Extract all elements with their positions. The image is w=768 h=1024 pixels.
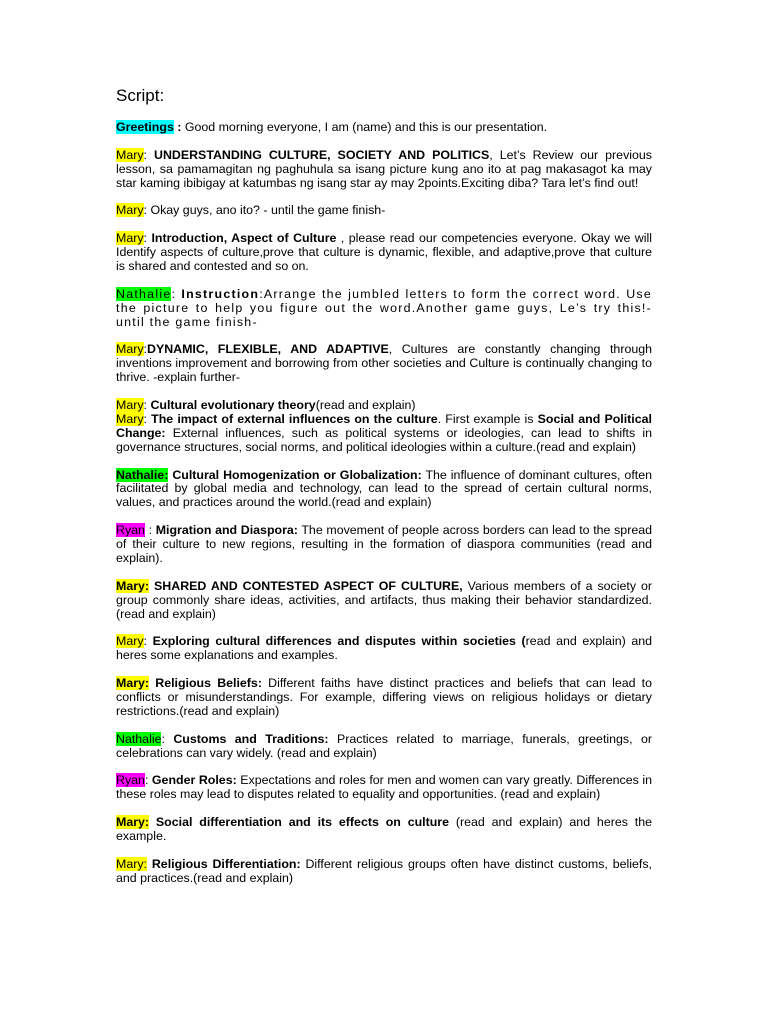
speaker-separator: : — [143, 231, 152, 246]
speaker-label: Nathalie — [116, 286, 172, 301]
speaker-label: Nathalie: — [116, 467, 169, 482]
body-text: , please read our competencies everyone. Okay we will Identify aspects of culture,prove that culture is dynamic, flexible, and adaptive,prove that culture is shared and contested and so on. — [116, 231, 652, 274]
speaker-label: Mary — [116, 147, 144, 162]
speaker-label: Mary — [116, 342, 144, 357]
speaker-separator — [149, 815, 156, 829]
body-text: (read and explain) and heres the example. — [116, 815, 652, 843]
bold-text: Gender Roles: — [151, 773, 237, 788]
speaker-separator: : — [171, 286, 182, 301]
body-text: (read and explain) — [315, 398, 416, 413]
script-paragraph — [116, 635, 652, 663]
speaker-separator: : — [143, 147, 154, 162]
speaker-separator: : — [144, 773, 152, 788]
speaker-separator: : — [144, 523, 156, 538]
script-paragraph — [116, 816, 652, 844]
script-paragraph — [116, 774, 652, 802]
speaker-label: Mary: — [116, 676, 150, 691]
script-paragraph — [116, 204, 652, 218]
bold-text: Cultural evolutionary theory — [150, 398, 316, 413]
speaker-label: Mary — [116, 231, 144, 246]
bold-text: Migration and Diaspora: — [155, 523, 298, 538]
script-paragraph — [116, 288, 652, 330]
speaker-separator: : — [143, 398, 151, 413]
script-paragraph — [116, 343, 652, 385]
body-text: Different faiths have distinct practices and beliefs that can lead to conflicts or misunderstandings. For example, differing views on religious holidays or dietary restrictions.(read and explain) — [116, 676, 652, 718]
body-text: Different religious groups often have distinct customs, beliefs, and practices.(read and explain) — [116, 856, 652, 885]
body-text: Expectations and roles for men and women can vary greatly. Differences in these roles may lead to disputes related to equality and opportunities. (read and explain) — [116, 773, 652, 802]
script-paragraph — [116, 121, 652, 135]
script-paragraph — [116, 677, 652, 719]
script-paragraph — [116, 413, 652, 455]
body-text: read and explain) and heres some explanations and examples. — [116, 634, 652, 663]
speaker-separator: : — [143, 411, 152, 426]
speaker-label: Nathalie — [116, 731, 162, 746]
body-text: The influence of dominant cultures, often facilitated by global media and technology, can lead to the spread of certain cultural norms, values, and practices around the world.(read and explain) — [116, 467, 652, 510]
page-title: Script: — [116, 86, 165, 105]
body-text: Practices related to marriage, funerals, greetings, or celebrations can vary widely. (read and explain) — [116, 731, 653, 760]
speaker-label: Mary: — [116, 578, 150, 593]
bold-text: The impact of external influences on the culture — [151, 411, 438, 426]
bold-text: Instruction — [181, 286, 260, 301]
bold-text: Exploring cultural differences and disputes within societies ( — [152, 634, 526, 649]
script-paragraph — [116, 580, 652, 622]
body-text: Various members of a society or group commonly share ideas, activities, and artifacts, thus making their behavior standardized. (read and explain) — [116, 578, 652, 621]
body-text: :Arrange the jumbled letters to form the correct word. Use the picture to help you figure out the word.Another game guys, Le’s try this!- until the game finish- — [116, 286, 652, 329]
speaker-separator: : — [143, 203, 151, 218]
script-paragraph — [116, 232, 652, 274]
speaker-separator: : — [143, 342, 147, 357]
body-text: Okay guys, ano ito? - until the game finish- — [150, 203, 386, 218]
bold-text: UNDERSTANDING CULTURE, SOCIETY AND POLITICS — [154, 147, 490, 162]
speaker-label: Ryan — [116, 523, 145, 538]
body-text: , Let’s Review our previous lesson, sa pamamagitan ng paghuhula sa isang picture kung ano ito at pag makasagot ka may star kaming ibibigay at katumbas ng isang star ay may 2points.Exciting diba? Tara let’s find out! — [116, 147, 653, 190]
speaker-label: Mary — [116, 203, 144, 218]
script-paragraph — [116, 524, 652, 566]
script-body — [116, 121, 652, 900]
speaker-label: Mary — [116, 398, 144, 413]
bold-text: Social and Political Change: — [116, 411, 652, 440]
bold-text: Religious Differentiation: — [151, 856, 301, 871]
speaker-separator: : — [161, 731, 174, 746]
speaker-label: Mary — [116, 634, 144, 649]
script-paragraph — [116, 733, 652, 761]
speaker-label: Mary — [116, 411, 144, 426]
body-text: The movement of people across borders can lead to the spread of their culture to new regions, resulting in the formation of diaspora communities (read and explain). — [116, 523, 652, 565]
speaker-separator: : — [173, 120, 185, 134]
bold-text: Cultural Homogenization or Globalization: — [172, 467, 422, 482]
body-text: . First example is — [437, 411, 538, 426]
script-paragraph — [116, 469, 652, 511]
speaker-label: Greetings — [116, 120, 174, 134]
bold-text: DYNAMIC, FLEXIBLE, AND ADAPTIVE — [147, 342, 389, 357]
script-paragraph — [116, 149, 652, 191]
bold-text: Customs and Traditions: — [173, 731, 329, 746]
speaker-label: Ryan — [116, 773, 145, 788]
body-text: Good morning everyone, I am (name) and this is our presentation. — [184, 120, 548, 134]
speaker-label: Mary: — [116, 815, 150, 830]
bold-text: Social differentiation and its effects on culture — [155, 815, 450, 830]
body-text: External influences, such as political systems or ideologies, can lead to shifts in governance structures, social norms, and political ideologies within a culture.(read and explain) — [116, 425, 652, 454]
speaker-separator: : — [143, 634, 153, 649]
bold-text: Religious Beliefs: — [155, 676, 262, 691]
script-paragraph — [116, 399, 652, 413]
bold-text: SHARED AND CONTESTED ASPECT OF CULTURE, — [154, 578, 463, 593]
body-text: , Cultures are constantly changing through inventions improvement and borrowing from other societies and Culture is continually changing to thrive. -explain further- — [116, 342, 653, 385]
script-paragraph — [116, 858, 652, 886]
bold-text: Introduction, Aspect of Culture — [151, 231, 337, 246]
speaker-label: Mary: — [116, 856, 147, 871]
